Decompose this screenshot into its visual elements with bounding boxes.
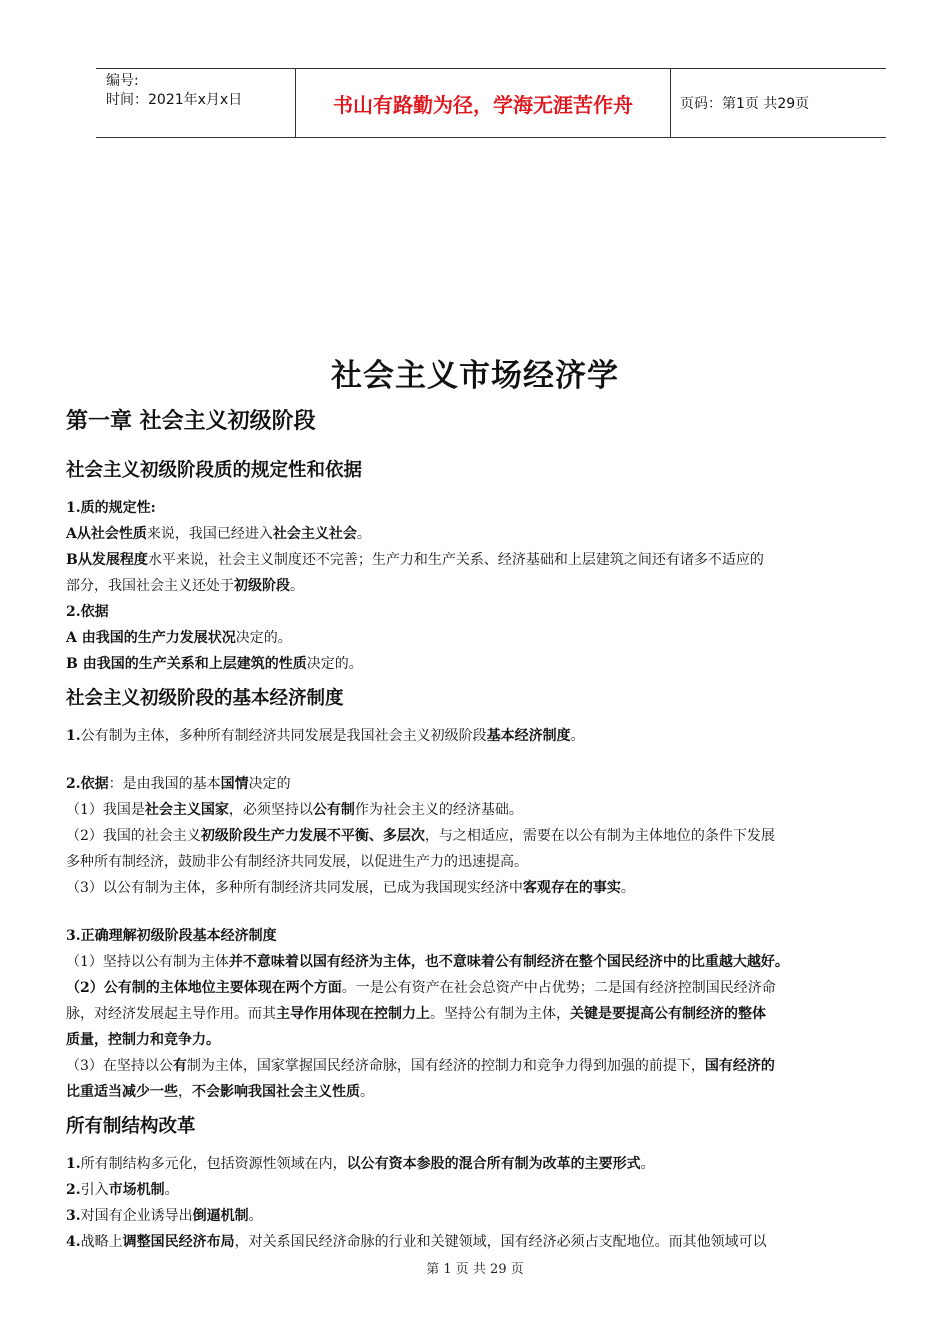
paragraph: （3）以公有制为主体，多种所有制经济共同发展，已成为我国现实经济中客观存在的事实。 <box>66 880 635 896</box>
paragraph: 部分，我国社会主义还处于初级阶段。 <box>66 578 304 594</box>
paragraph: B 由我国的生产关系和上层建筑的性质决定的。 <box>66 656 363 672</box>
paragraph: 1.质的规定性: <box>66 500 156 516</box>
paragraph: 2.引入市场机制。 <box>66 1182 179 1198</box>
header-meta <box>96 69 296 137</box>
paragraph: 多种所有制经济，鼓励非公有制经济共同发展，以促进生产力的迅速提高。 <box>66 854 528 870</box>
page-header <box>96 68 886 138</box>
paragraph: （1）坚持以公有制为主体并不意味着以国有经济为主体，也不意味着公有制经济在整个国民经济中的比重越大越好。 <box>66 954 789 970</box>
document-body <box>66 403 918 1255</box>
number-label: 编号: <box>106 73 139 89</box>
page-footer: 第 1 页 共 29 页 <box>426 1262 524 1277</box>
paragraph: 2.依据：是由我国的基本国情决定的 <box>66 776 291 792</box>
paragraph: 3.对国有企业诱导出倒逼机制。 <box>66 1208 263 1224</box>
paragraph: 质量，控制力和竞争力。 <box>66 1032 220 1048</box>
section-heading-3: 所有制结构改革 <box>66 1116 196 1137</box>
paragraph: （2）公有制的主体地位主要体现在两个方面。一是公有资产在社会总资产中占优势；二是国有经济控制国民经济命 <box>66 980 776 996</box>
chapter-heading: 第一章 社会主义初级阶段 <box>66 408 316 434</box>
paragraph: 比重适当减少一些，不会影响我国社会主义性质。 <box>66 1084 374 1100</box>
section-heading-1: 社会主义初级阶段质的规定性和依据 <box>66 460 363 481</box>
document-title: 社会主义市场经济学 <box>331 358 619 394</box>
header-motto: 书山有路勤为径，学海无涯苦作舟 <box>296 69 671 137</box>
paragraph: 3.正确理解初级阶段基本经济制度 <box>66 928 277 944</box>
paragraph: A 由我国的生产力发展状况决定的。 <box>66 630 292 646</box>
section-heading-2: 社会主义初级阶段的基本经济制度 <box>66 688 344 709</box>
paragraph: （3）在坚持以公有制为主体，国家掌握国民经济命脉，国有经济的控制力和竞争力得到加强的前提下，国有经济的 <box>66 1058 775 1074</box>
paragraph: 1.公有制为主体，多种所有制经济共同发展是我国社会主义初级阶段基本经济制度。 <box>66 728 585 744</box>
header-page-label: 页码：第1页 共29页 <box>680 96 810 112</box>
paragraph: 4.战略上调整国民经济布局，对关系国民经济命脉的行业和关键领域，国有经济必须占支配地位。而其他领域可以 <box>66 1234 767 1250</box>
paragraph: A从社会性质来说，我国已经进入社会主义社会。 <box>66 526 371 542</box>
paragraph: B从发展程度水平来说，社会主义制度还不完善；生产力和生产关系、经济基础和上层建筑之间还有诸多不适应的 <box>66 552 764 568</box>
paragraph: （2）我国的社会主义初级阶段生产力发展不平衡、多层次，与之相适应，需要在以公有制为主体地位的条件下发展 <box>66 828 775 844</box>
paragraph: （1）我国是社会主义国家，必须坚持以公有制作为社会主义的经济基础。 <box>66 802 523 818</box>
paragraph: 脉，对经济发展起主导作用。而其主导作用体现在控制力上。坚持公有制为主体，关键是要提高公有制经济的整体 <box>66 1006 766 1022</box>
paragraph: 1.所有制结构多元化，包括资源性领域在内，以公有资本参股的混合所有制为改革的主要形式。 <box>66 1156 655 1172</box>
time-label: 时间：2021年x月x日 <box>106 92 243 108</box>
paragraph: 2.依据 <box>66 604 109 620</box>
